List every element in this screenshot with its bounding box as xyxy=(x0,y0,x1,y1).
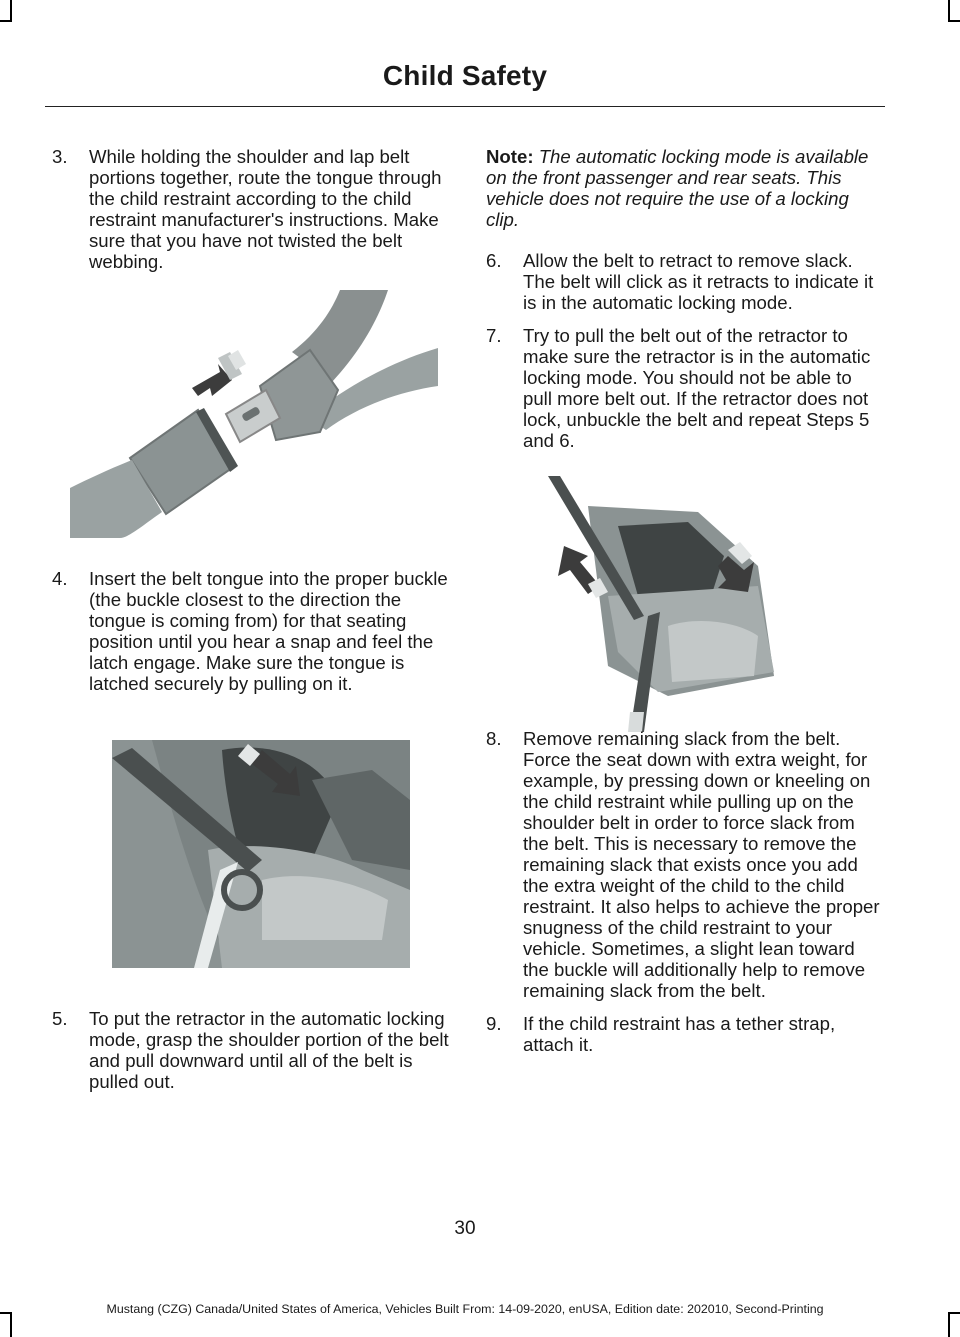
right-column-lower xyxy=(486,728,882,1055)
step-8 xyxy=(486,728,882,1001)
step-text: While holding the shoulder and lap belt portions together, route the tongue through the child restraint according to the child restraint manufacturer's instructions. Make sure that you have not twisted the belt webbing. xyxy=(89,146,442,272)
step-3 xyxy=(52,146,450,272)
header-divider xyxy=(45,106,885,107)
page-title: Child Safety xyxy=(382,60,548,91)
note-text: The automatic locking mode is available on the front passenger and rear seats. This vehicle does not require the use of a locking clip. xyxy=(486,146,869,230)
child-seat-retractor-illustration xyxy=(548,476,780,732)
step-text: To put the retractor in the automatic locking mode, grasp the shoulder portion of the belt and pull downward until all of the belt is pulled out. xyxy=(89,1008,449,1092)
footer-text: Mustang (CZG) Canada/United States of America, Vehicles Built From: 14-09-2020, enUSA, Edition date: 202010, Second-Printing xyxy=(106,1302,824,1316)
page-number: 30 xyxy=(454,1218,476,1239)
left-column-step5 xyxy=(52,1008,450,1092)
step-number: 5. xyxy=(52,1008,68,1029)
left-column-step4 xyxy=(52,568,450,694)
step-9 xyxy=(486,1013,882,1055)
step-6 xyxy=(486,250,882,313)
crop-mark xyxy=(948,1312,960,1314)
step-4 xyxy=(52,568,450,694)
step-number: 3. xyxy=(52,146,68,167)
step-text: Try to pull the belt out of the retractor to make sure the retractor is in the automatic locking mode. You should not be able to pull more belt out. If the retractor does not lock, unbuckle the belt and repeat Steps 5 and 6. xyxy=(523,325,871,451)
step-number: 9. xyxy=(486,1013,502,1034)
crop-mark xyxy=(948,20,960,22)
crop-mark xyxy=(948,1312,950,1337)
step-text: Remove remaining slack from the belt. Force the seat down with extra weight, for example, by pressing down or kneeling on the child restraint while pulling up on the shoulder belt in order to force slack from the belt. This is necessary to remove the remaining slack that exists once you add the extra weight of the child to the child restraint. It also helps to achieve the proper snugness of the child restraint to your vehicle. Sometimes, a slight lean toward the buckle will additionally help to remove remaining slack from the belt. xyxy=(523,728,880,1001)
child-seat-buckle-illustration xyxy=(112,740,410,968)
step-text: Insert the belt tongue into the proper buckle (the buckle closest to the direction the tongue is coming from) for that seating position until you hear a snap and feel the latch engage. Make sure the tongue is latched securely by pulling on it. xyxy=(89,568,448,694)
step-text: Allow the belt to retract to remove slack. The belt will click as it retracts to indicate it is in the automatic locking mode. xyxy=(523,250,874,313)
left-column xyxy=(52,146,450,272)
step-number: 7. xyxy=(486,325,502,346)
belt-buckle-illustration xyxy=(70,290,442,538)
note-label: Note: xyxy=(486,146,534,167)
step-number: 4. xyxy=(52,568,68,589)
right-column xyxy=(486,146,882,451)
crop-mark xyxy=(948,0,950,22)
crop-mark xyxy=(0,20,12,22)
step-number: 6. xyxy=(486,250,502,271)
crop-mark xyxy=(10,0,12,22)
step-5 xyxy=(52,1008,450,1092)
step-number: 8. xyxy=(486,728,502,749)
step-text: If the child restraint has a tether strap, attach it. xyxy=(523,1013,836,1055)
step-7 xyxy=(486,325,882,451)
note xyxy=(486,146,882,230)
